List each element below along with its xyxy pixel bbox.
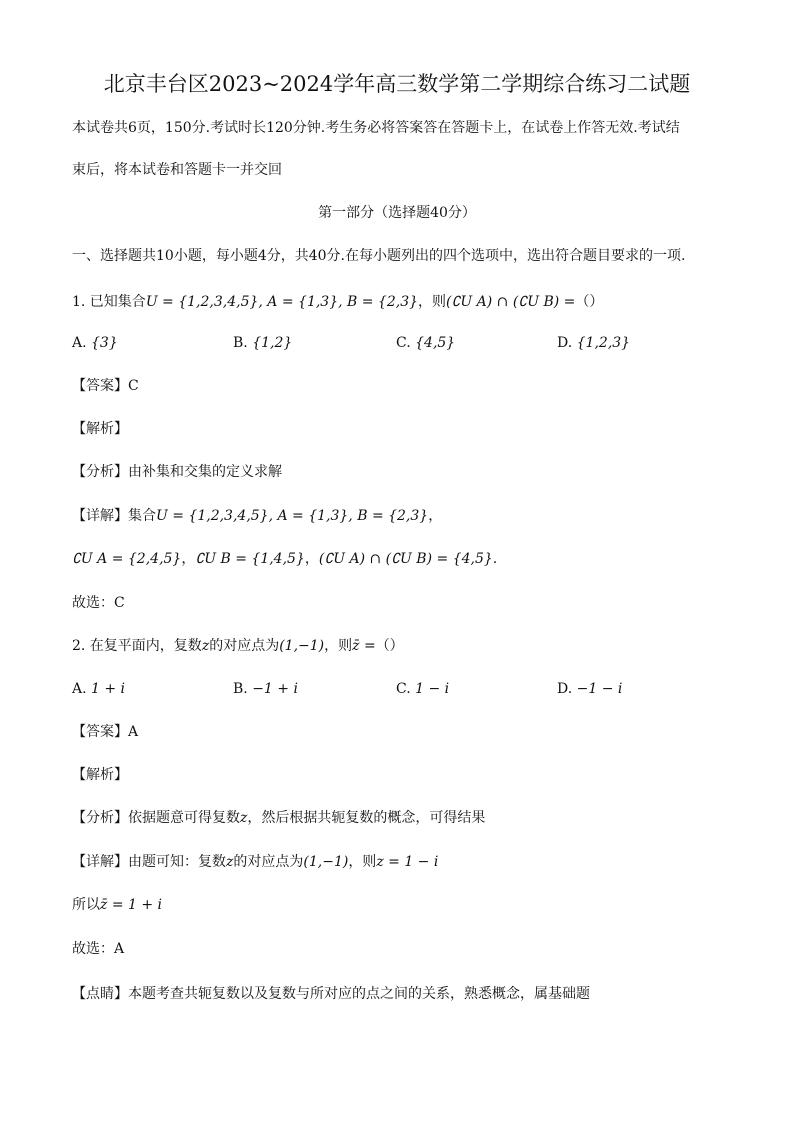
intro-line-2: 束后，将本试卷和答题卡一并交回: [72, 162, 282, 178]
q1-ask-prefix: ，则: [418, 294, 447, 310]
q1-detail: 【详解】集合U = {1,2,3,4,5}, A = {1,3}, B = {2,3}，: [72, 508, 443, 524]
q2-detail: 【详解】由题可知：复数z的对应点为(1,−1)，则z = 1 − i: [72, 854, 439, 870]
page-title: 北京丰台区2023~2024学年高三数学第二学期综合练习二试题: [103, 72, 691, 96]
q1-sets: U = {1,2,3,4,5}, A = {1,3}, B = {2,3}: [145, 294, 419, 310]
q1-comp-result: (∁U A) ∩ (∁U B) = {4,5}.: [318, 551, 498, 567]
q1-option-b: B. {1,2}: [233, 335, 293, 351]
q2-answer: 【答案】A: [72, 724, 139, 740]
q1-comp-b: ∁U B = {1,4,5}: [195, 551, 305, 567]
q1-prefix: 1. 已知集合: [72, 294, 146, 310]
q1-stem: [72, 292, 603, 312]
q1-analysis-header: 【解析】: [72, 421, 128, 437]
q1-choice: 故选：C: [72, 595, 125, 611]
intro-line-1: 本试卷共6页，150分.考试时长120分钟.考生务必将答案答在答题卡上，在试卷上作答无效.考试结: [72, 120, 680, 136]
section-instruction: 一、选择题共10小题，每小题4分，共40分.在每小题列出的四个选项中，选出符合题目要求的一项.: [72, 248, 686, 264]
q1-comp-a: ∁U A = {2,4,5}: [72, 551, 182, 567]
q1-answer: 【答案】C: [72, 378, 139, 394]
part-heading: 第一部分（选择题40分）: [318, 205, 476, 221]
q2-dianjing: 【点睛】本题考查共轭复数以及复数与所对应的点之间的关系，熟悉概念，属基础题: [72, 986, 590, 1002]
q2-stem: 2. 在复平面内，复数z的对应点为(1,−1)，则z̄ =（）: [72, 638, 404, 654]
q1-complements: ∁U A = {2,4,5}，∁U B = {1,4,5}，(∁U A) ∩ (∁U B) = {4,5}.: [72, 551, 498, 567]
q1-expression: (∁U A) ∩ (∁U B) =: [446, 294, 576, 310]
q2-option-b: B. −1 + i: [233, 681, 298, 697]
q1-blank: （）: [575, 294, 604, 310]
q2-so: 所以z̄ = 1 + i: [72, 897, 163, 913]
q1-fenxi: 【分析】由补集和交集的定义求解: [72, 464, 282, 480]
q1-option-a: A. {3}: [72, 335, 118, 351]
q1-option-d: D. {1,2,3}: [557, 335, 631, 351]
q1-option-c: C. {4,5}: [396, 335, 456, 351]
q1-detail-sets: U = {1,2,3,4,5}, A = {1,3}, B = {2,3}: [156, 508, 429, 524]
q2-option-d: D. −1 − i: [557, 681, 623, 697]
q2-option-a: A. 1 + i: [72, 681, 126, 697]
q2-choice: 故选：A: [72, 941, 125, 957]
q2-fenxi: 【分析】依据题意可得复数z，然后根据共轭复数的概念，可得结果: [72, 810, 486, 826]
q2-option-c: C. 1 − i: [396, 681, 450, 697]
q2-analysis-header: 【解析】: [72, 767, 128, 783]
